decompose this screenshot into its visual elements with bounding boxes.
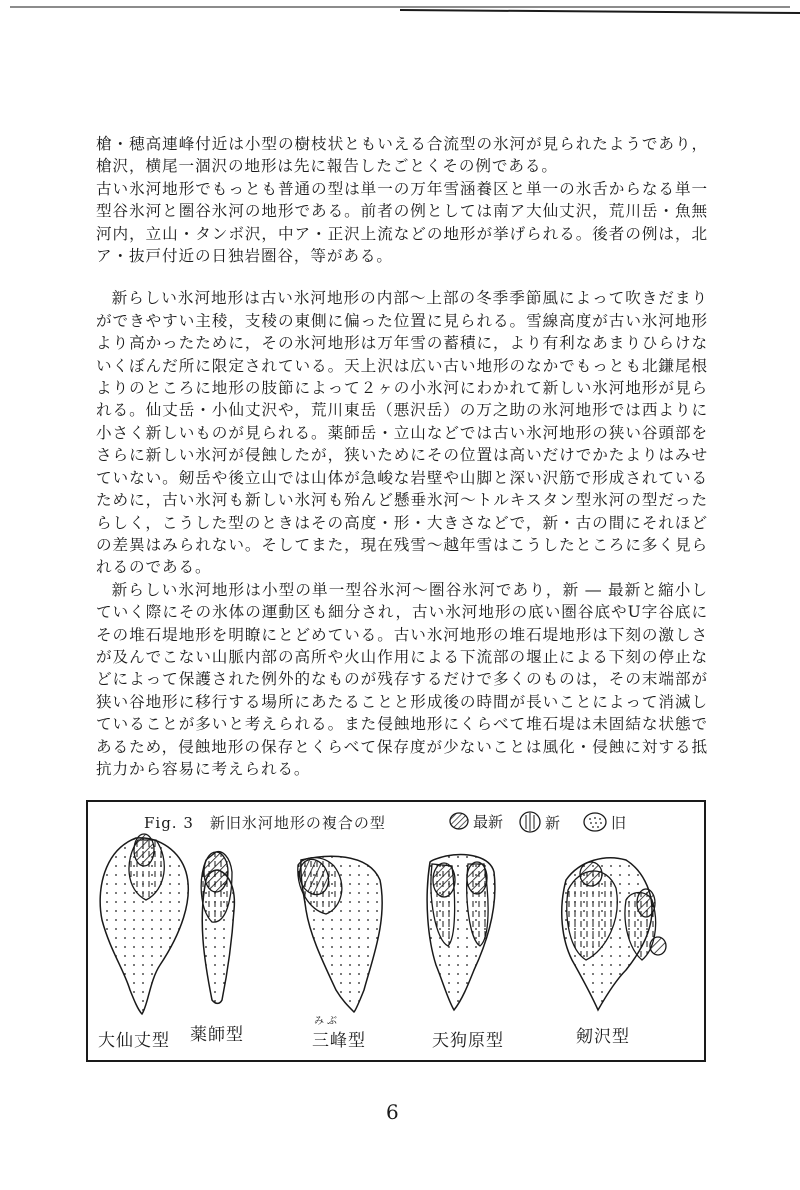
glacier-type-tengunohara [427, 855, 495, 1010]
paragraph-4: 新らしい氷河地形は小型の単一型谷氷河～圏谷氷河であり，新 ― 最新と縮小していく際にその氷体の運動区も細分され，古い氷河地形の底い圏谷底やU字谷底にその堆石堤地形を明瞭にとどめている。古い氷河地形の堆石堤地形は下刻の激しさが及んでこない山脈内部の高所や火山作用による下流部の堰止による下刻の停止などによって保護された例外的なものが残存するだけで多くのものは，その末端部が狭い谷地形に移行する場所にあたることと形成後の時間が長いことによって消滅していることが多いと考えられる。また侵蝕地形にくらべて堆石堤は未固結な状態であるため，侵蝕地形の保存とくらべて保存度が少ないことは風化・侵蝕に対する抵抗力から容易に考えられる。 [96, 580, 708, 778]
legend-label: 最新 [473, 812, 504, 831]
hatched-swatch-icon [448, 810, 470, 832]
ruby-mibu: みぶ [314, 1016, 340, 1027]
glacier-type-tsurugisawa [562, 858, 666, 1010]
label-tengunohara-type: 天狗原型 [432, 1031, 504, 1051]
legend-label: 旧 [611, 813, 627, 832]
legend-old [582, 810, 626, 834]
legend-label: 新 [545, 813, 561, 832]
page-number: 6 [386, 1100, 399, 1124]
vertical-lines-swatch-icon [518, 810, 542, 834]
top-rule [0, 4, 800, 14]
figure-title: Fig. 3 新旧氷河地形の複合の型 [144, 814, 386, 832]
paragraph-3: 新らしい氷河地形は古い氷河地形の内部～上部の冬季季節風によって吹きだまりができやすい主稜，支稜の東側に偏った位置に見られる。雪線高度が古い氷河地形より高かったために，その氷河地形は万年雪の蓄積に，より有利なあまりひらけないくぼんだ所に限定されている。天上沢は広い古い地形のなかでもっとも北鎌尾根よりのところに地形の肢節によって２ヶの小氷河にわかれて新しい氷河地形が見られる。仙丈岳・小仙丈沢や，荒川東岳（悪沢岳）の万之助の氷河地形では西よりに小さく新しいものが見られる。薬師岳・立山などでは古い氷河地形の狭い谷頭部をさらに新しい氷河が侵蝕したが，狭いためにその位置は高いだけでかたよりはみせていない。剱岳や後立山では山体が急峻な岩壁や山脚と深い沢筋で形成されているために，古い氷河も新しい氷河も殆んど懸垂氷河～トルキスタン型氷河の型だったらしく，こうした型のときはその高度・形・大きさなどで，新・古の間にそれほどの差異はみられない。そしてまた，現在残雪～越年雪はこうしたところに多く見られるのである。 [96, 289, 708, 577]
glacier-type-yakushi [201, 852, 234, 1004]
glacier-drawings [86, 800, 704, 1060]
glacier-type-daisenjo [100, 834, 188, 1014]
label-yakushi-type: 薬師型 [190, 1025, 244, 1045]
label-tsurugisawa-type: 剱沢型 [576, 1027, 630, 1047]
figure-3 [86, 800, 704, 1060]
body-text [96, 133, 708, 780]
legend-newest [448, 810, 503, 832]
label-mibu-type: 三峰型 [312, 1031, 366, 1051]
legend-new [518, 810, 560, 834]
dotted-swatch-icon [582, 810, 608, 834]
glacier-type-mibu [295, 855, 382, 1012]
label-daisenjo-type: 大仙丈型 [98, 1031, 170, 1051]
paragraph-1: 槍・穂高連峰付近は小型の樹枝状ともいえる合流型の氷河が見られたようであり，槍沢，横尾一涸沢の地形は先に報告したごとくその例である。 [96, 135, 708, 176]
paragraph-2: 古い氷河地形でもっとも普通の型は単一の万年雪涵養区と単一の氷舌からなる単一型谷氷河と圏谷氷河の地形である。前者の例としては南ア大仙丈沢，荒川岳・魚無河内，立山・タンボ沢，中ア・正沢上流などの地形が挙げられる。後者の例は，北ア・抜戸付近の日独岩圏谷，等がある。 [96, 179, 708, 266]
